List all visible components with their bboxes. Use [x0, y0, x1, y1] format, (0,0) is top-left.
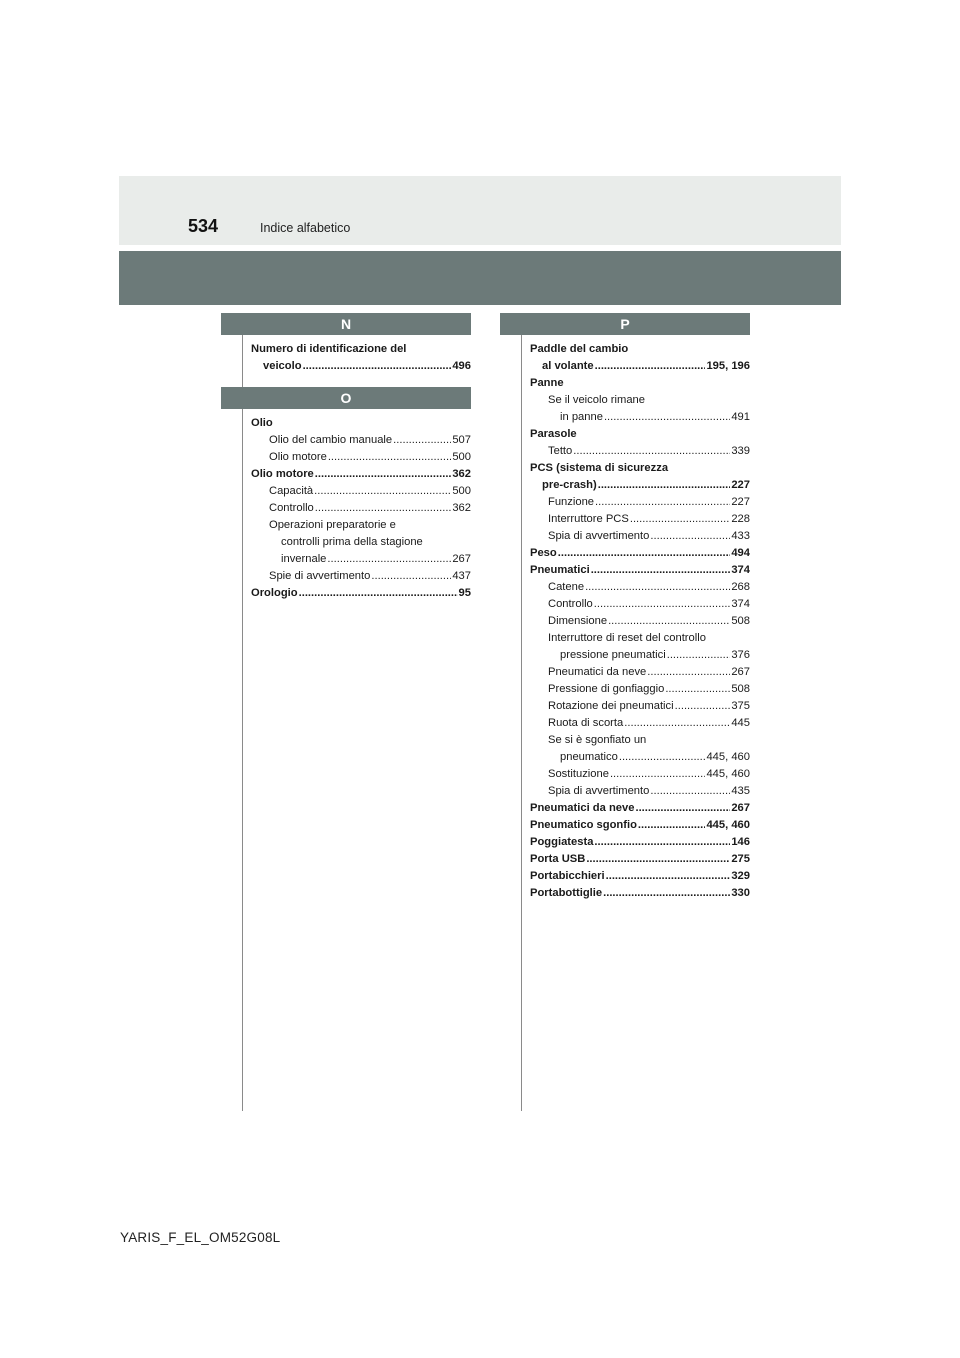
page-reference: 227 [731, 479, 750, 491]
page-reference: 507 [452, 434, 471, 446]
index-entry [221, 517, 471, 568]
leader-dots [585, 579, 730, 596]
index-entry [500, 664, 750, 681]
entry-text: Portabicchieri [530, 870, 605, 882]
leader-dots [595, 358, 706, 375]
page-reference: 445, 460 [706, 768, 750, 780]
index-entry [221, 500, 471, 517]
entry-text: Pneumatici da neve [548, 666, 647, 678]
entry-list [500, 335, 750, 902]
page-reference: 228 [731, 513, 750, 525]
leader-dots [594, 596, 731, 613]
leader-dots [328, 449, 452, 466]
section-header-n: N [221, 313, 471, 335]
entry-text: Spia di avvertimento [548, 785, 650, 797]
leader-dots [315, 500, 452, 517]
leader-dots [650, 528, 730, 545]
leader-dots [586, 851, 730, 868]
page-reference: 435 [731, 785, 750, 797]
entry-text: controlli prima della stagione [281, 536, 423, 548]
index-entry [500, 766, 750, 783]
entry-text: al volante [542, 360, 594, 372]
leader-dots [619, 749, 706, 766]
index-entry [500, 494, 750, 511]
entry-text: Controllo [269, 502, 314, 514]
entry-text: Parasole [530, 428, 577, 440]
entry-text: Se il veicolo rimane [548, 394, 646, 406]
entry-text: Dimensione [548, 615, 608, 627]
page-reference: 445 [731, 717, 750, 729]
leader-dots [603, 885, 730, 902]
leader-dots [604, 409, 730, 426]
page-title: Indice alfabetico [260, 221, 351, 235]
index-column-left [221, 313, 471, 602]
leader-dots [638, 817, 706, 834]
page-reference: 362 [452, 502, 471, 514]
index-entry [221, 432, 471, 449]
entry-text: Catene [548, 581, 585, 593]
page-reference: 500 [452, 451, 471, 463]
entry-list [221, 409, 471, 602]
index-entry [221, 341, 471, 375]
leader-dots [327, 551, 451, 568]
index-entry [500, 596, 750, 613]
page-number: 534 [188, 216, 219, 236]
index-entry [500, 579, 750, 596]
index-entry [500, 392, 750, 426]
index-entry [221, 449, 471, 466]
entry-text: Porta USB [530, 853, 586, 865]
entry-text: Ruota di scorta [548, 717, 624, 729]
leader-dots [624, 715, 730, 732]
leader-dots [647, 664, 730, 681]
page-reference: 375 [731, 700, 750, 712]
leader-dots [665, 681, 730, 698]
index-entry [500, 341, 750, 375]
entry-text: Sostituzione [548, 768, 609, 780]
page-reference: 339 [731, 445, 750, 457]
index-entry [500, 817, 750, 834]
entry-text: Pneumatico sgonfio [530, 819, 637, 831]
entry-text: Interruttore PCS [548, 513, 629, 525]
entry-text: Olio motore [269, 451, 327, 463]
leader-dots [675, 698, 731, 715]
leader-dots [314, 483, 451, 500]
entry-text: Paddle del cambio [530, 343, 629, 355]
page-reference: 437 [452, 570, 471, 582]
entry-text: Poggiatesta [530, 836, 594, 848]
leader-dots [594, 834, 730, 851]
entry-text: pneumatico [560, 751, 618, 763]
entry-text: Pneumatici [530, 564, 590, 576]
entry-text: Controllo [548, 598, 593, 610]
index-entry [500, 426, 750, 443]
page-reference: 374 [731, 564, 750, 576]
page-reference: 500 [452, 485, 471, 497]
entry-text: Pressione di gonfiaggio [548, 683, 665, 695]
page-reference: 508 [731, 683, 750, 695]
entry-text: Pneumatici da neve [530, 802, 635, 814]
entry-text: veicolo [263, 360, 302, 372]
page-reference: 195, 196 [706, 360, 750, 372]
entry-text: invernale [281, 553, 327, 565]
index-entry [221, 568, 471, 585]
index-entry [221, 466, 471, 483]
section-header-p: P [500, 313, 750, 335]
leader-dots [595, 494, 730, 511]
page-reference: 494 [731, 547, 750, 559]
page-reference: 267 [731, 802, 750, 814]
entry-text: Portabottiglie [530, 887, 603, 899]
index-entry [500, 613, 750, 630]
index-entry [500, 511, 750, 528]
index-entry [500, 460, 750, 494]
index-entry [500, 868, 750, 885]
index-entry [500, 562, 750, 579]
entry-text: in panne [560, 411, 603, 423]
page-reference: 268 [731, 581, 750, 593]
leader-dots [635, 800, 730, 817]
leader-dots [299, 585, 458, 602]
leader-dots [393, 432, 451, 449]
page-reference: 496 [452, 360, 471, 372]
page-reference: 376 [731, 649, 750, 661]
page-reference: 267 [731, 666, 750, 678]
index-entry [500, 545, 750, 562]
index-entry [500, 834, 750, 851]
entry-text: Operazioni preparatorie e [269, 519, 396, 531]
page-reference: 267 [452, 553, 471, 565]
leader-dots [598, 477, 731, 494]
leader-dots [606, 868, 731, 885]
entry-text: Capacità [269, 485, 314, 497]
index-entry [500, 732, 750, 766]
entry-list [221, 335, 471, 375]
index-entry [500, 800, 750, 817]
index-entry [500, 375, 750, 392]
leader-dots [608, 613, 730, 630]
page-reference: 433 [731, 530, 750, 542]
page-reference: 227 [731, 496, 750, 508]
index-entry [500, 851, 750, 868]
page-reference: 508 [731, 615, 750, 627]
leader-dots [315, 466, 452, 483]
entry-text: Funzione [548, 496, 595, 508]
index-entry [500, 885, 750, 902]
entry-text: Olio del cambio manuale [269, 434, 393, 446]
leader-dots [650, 783, 730, 800]
page-reference: 491 [731, 411, 750, 423]
header-band [119, 176, 841, 245]
index-entry [500, 630, 750, 664]
page-reference: 329 [731, 870, 750, 882]
entry-text: pressione pneumatici [560, 649, 666, 661]
entry-text: Se si è sgonfiato un [548, 734, 647, 746]
entry-text: Peso [530, 547, 557, 559]
leader-dots [630, 511, 730, 528]
page-reference: 445, 460 [706, 751, 750, 763]
entry-text: Panne [530, 377, 564, 389]
index-entry [500, 715, 750, 732]
page-reference: 374 [731, 598, 750, 610]
entry-text: Spia di avvertimento [548, 530, 650, 542]
index-entry [221, 585, 471, 602]
leader-dots [573, 443, 730, 460]
entry-text: Numero di identificazione del [251, 343, 407, 355]
entry-text: PCS (sistema di sicurezza [530, 462, 669, 474]
leader-dots [610, 766, 705, 783]
entry-text: Interruttore di reset del controllo [548, 632, 706, 644]
entry-text: Rotazione dei pneumatici [548, 700, 674, 712]
page-reference: 146 [731, 836, 750, 848]
page-reference: 445, 460 [706, 819, 750, 831]
entry-text: Olio motore [251, 468, 314, 480]
entry-text: Orologio [251, 587, 298, 599]
index-entry [500, 528, 750, 545]
entry-text: Olio [251, 417, 273, 429]
index-entry [500, 783, 750, 800]
leader-dots [303, 358, 452, 375]
page-reference: 330 [731, 887, 750, 899]
leader-dots [591, 562, 731, 579]
page-reference: 275 [731, 853, 750, 865]
entry-text: pre-crash) [542, 479, 597, 491]
header-dark-band [119, 251, 841, 305]
leader-dots [558, 545, 731, 562]
entry-text: Tetto [548, 445, 573, 457]
index-entry [500, 443, 750, 460]
entry-text: Spie di avvertimento [269, 570, 371, 582]
section-header-o: O [221, 387, 471, 409]
index-entry [221, 483, 471, 500]
index-column-right [500, 313, 750, 902]
page-reference: 95 [458, 587, 471, 599]
page-reference: 362 [452, 468, 471, 480]
index-entry [221, 415, 471, 432]
document-code: YARIS_F_EL_OM52G08L [120, 1230, 281, 1245]
leader-dots [371, 568, 451, 585]
leader-dots [667, 647, 731, 664]
index-entry [500, 681, 750, 698]
index-entry [500, 698, 750, 715]
